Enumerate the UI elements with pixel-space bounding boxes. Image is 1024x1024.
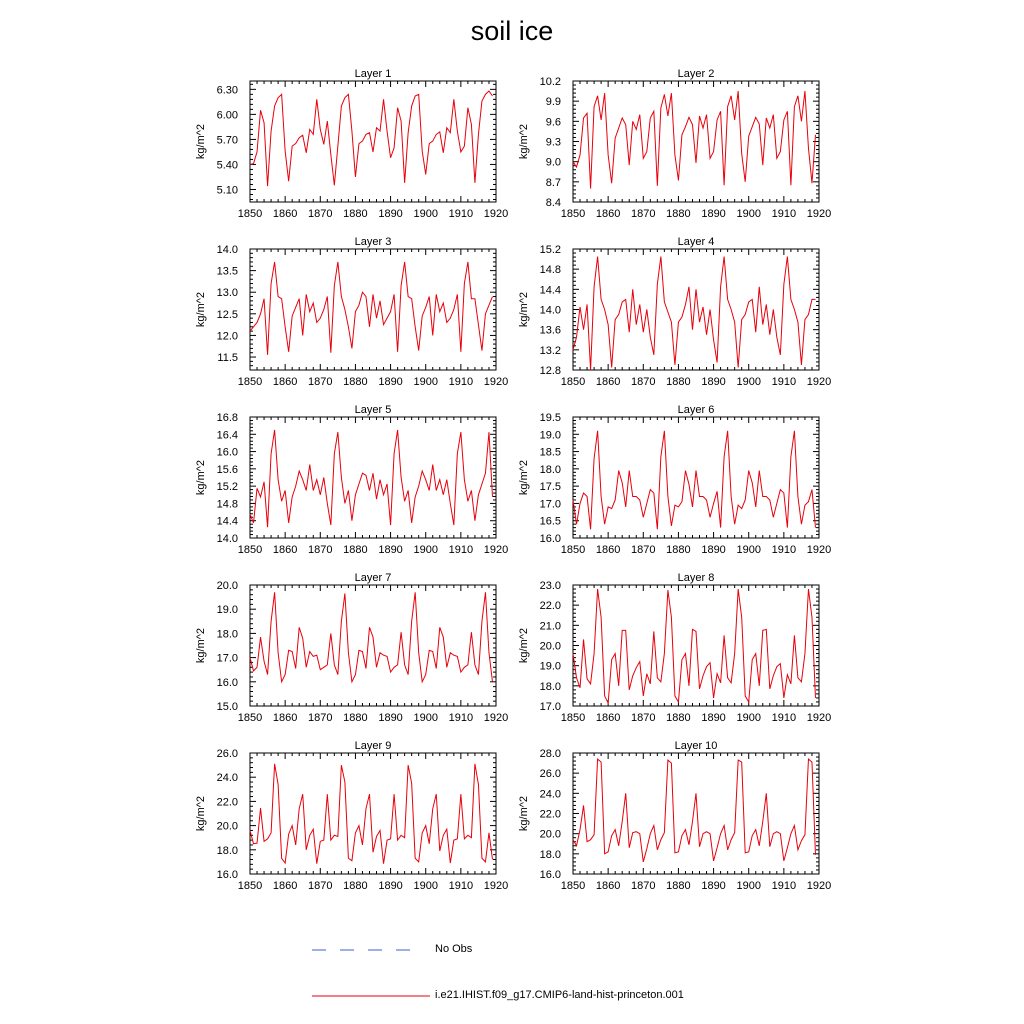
- figure-title: soil ice: [470, 16, 554, 46]
- y-tick-label: 22.0: [539, 600, 561, 613]
- x-tick-label: 1890: [378, 208, 403, 220]
- x-tick-label: 1850: [560, 880, 586, 892]
- x-tick-label: 1850: [237, 880, 263, 892]
- panels-group: [195, 68, 831, 892]
- x-tick-label: 1870: [308, 880, 333, 892]
- series-line: [573, 431, 815, 530]
- y-tick-label: 6.00: [216, 109, 238, 122]
- x-tick-label: 1850: [560, 544, 586, 556]
- x-tick-label: 1890: [701, 208, 726, 220]
- x-tick-label: 1900: [736, 544, 761, 556]
- plot-frame: [573, 81, 819, 202]
- x-tick-label: 1880: [666, 712, 691, 724]
- y-tick-label: 24.0: [216, 772, 238, 785]
- y-axis-label: kg/m^2: [195, 627, 207, 664]
- y-tick-label: 13.2: [539, 344, 561, 357]
- x-tick-label: 1870: [631, 880, 656, 892]
- x-tick-label: 1860: [272, 880, 298, 892]
- y-tick-label: 19.5: [539, 412, 561, 424]
- x-tick-label: 1900: [736, 208, 761, 220]
- series-line: [250, 592, 492, 682]
- x-tick-label: 1910: [448, 712, 474, 724]
- x-tick-label: 1890: [701, 880, 726, 892]
- x-tick-label: 1880: [343, 880, 368, 892]
- y-axis-label: kg/m^2: [195, 795, 207, 832]
- x-tick-label: 1880: [343, 712, 368, 724]
- series-line: [250, 764, 492, 864]
- y-tick-label: 8.7: [545, 176, 561, 189]
- y-tick-label: 13.5: [216, 265, 238, 278]
- y-tick-label: 5.10: [216, 184, 238, 197]
- plot-frame: [573, 753, 819, 874]
- panel-layer-1: [195, 68, 508, 220]
- y-tick-label: 16.0: [539, 533, 561, 545]
- panel-title: Layer 1: [354, 68, 392, 80]
- x-tick-label: 1920: [483, 880, 509, 892]
- y-tick-label: 18.0: [539, 463, 561, 476]
- y-tick-label: 16.5: [539, 515, 561, 528]
- y-tick-label: 17.0: [539, 498, 561, 511]
- panel-layer-3: [195, 236, 508, 388]
- x-tick-label: 1850: [237, 376, 263, 388]
- y-tick-label: 18.0: [539, 848, 561, 861]
- y-tick-label: 20.0: [216, 580, 238, 592]
- y-tick-label: 15.0: [216, 701, 238, 713]
- x-tick-label: 1900: [413, 376, 438, 388]
- panel-layer-4: [518, 236, 831, 388]
- x-tick-label: 1860: [595, 880, 621, 892]
- x-tick-label: 1870: [631, 208, 656, 220]
- plot-frame: [573, 585, 819, 706]
- y-tick-label: 14.4: [216, 515, 238, 528]
- x-tick-label: 1900: [736, 880, 761, 892]
- y-tick-label: 20.0: [216, 820, 238, 833]
- panel-title: Layer 4: [677, 236, 715, 248]
- y-tick-label: 12.8: [539, 365, 561, 377]
- y-tick-label: 16.8: [216, 412, 238, 424]
- y-tick-label: 21.0: [539, 620, 561, 633]
- x-tick-label: 1870: [308, 544, 333, 556]
- y-tick-label: 13.0: [216, 287, 238, 300]
- y-tick-label: 24.0: [539, 788, 561, 801]
- y-tick-label: 9.9: [545, 96, 561, 109]
- y-tick-label: 5.40: [216, 159, 238, 172]
- panel-title: Layer 2: [677, 68, 715, 80]
- y-tick-label: 14.8: [539, 264, 561, 277]
- y-tick-label: 14.8: [216, 498, 238, 511]
- y-tick-label: 9.6: [545, 116, 561, 129]
- x-tick-label: 1900: [736, 376, 761, 388]
- y-tick-label: 23.0: [539, 580, 561, 592]
- y-tick-label: 17.0: [216, 652, 238, 665]
- y-tick-label: 17.5: [539, 481, 561, 494]
- y-tick-label: 15.6: [216, 463, 238, 476]
- x-tick-label: 1870: [631, 376, 656, 388]
- y-axis-label: kg/m^2: [195, 459, 207, 496]
- x-tick-label: 1850: [560, 376, 586, 388]
- y-tick-label: 22.0: [216, 796, 238, 809]
- x-tick-label: 1910: [448, 880, 474, 892]
- plot-frame: [250, 417, 496, 538]
- x-tick-label: 1900: [413, 208, 438, 220]
- series-line: [250, 262, 492, 355]
- y-tick-label: 16.4: [216, 429, 238, 442]
- panel-title: Layer 5: [354, 404, 392, 416]
- x-tick-label: 1880: [666, 376, 691, 388]
- y-axis-label: kg/m^2: [195, 123, 207, 160]
- y-tick-label: 22.0: [539, 808, 561, 821]
- x-tick-label: 1870: [308, 712, 333, 724]
- y-tick-label: 16.0: [539, 869, 561, 881]
- panel-title: Layer 9: [354, 740, 392, 752]
- y-tick-label: 12.5: [216, 308, 238, 321]
- x-tick-label: 1890: [378, 376, 403, 388]
- x-tick-label: 1880: [343, 544, 368, 556]
- legend: [312, 950, 430, 996]
- y-tick-label: 10.2: [539, 76, 561, 88]
- x-tick-label: 1920: [806, 880, 832, 892]
- x-tick-label: 1890: [701, 544, 726, 556]
- y-tick-label: 18.0: [539, 680, 561, 693]
- y-tick-label: 20.0: [539, 640, 561, 653]
- panel-layer-8: [518, 572, 831, 724]
- panel-layer-10: [518, 740, 831, 892]
- y-tick-label: 13.6: [539, 324, 561, 337]
- x-tick-label: 1900: [413, 880, 438, 892]
- panel-title: Layer 3: [354, 236, 392, 248]
- x-tick-label: 1850: [237, 712, 263, 724]
- y-tick-label: 19.0: [539, 429, 561, 442]
- x-tick-label: 1910: [771, 712, 797, 724]
- y-tick-label: 11.5: [217, 352, 238, 365]
- x-tick-label: 1870: [631, 544, 656, 556]
- y-axis-label: kg/m^2: [518, 123, 530, 160]
- y-tick-label: 16.0: [216, 446, 238, 459]
- y-axis-label: kg/m^2: [518, 291, 530, 328]
- panel-layer-2: [518, 68, 831, 220]
- x-tick-label: 1890: [701, 712, 726, 724]
- y-tick-label: 26.0: [539, 768, 561, 781]
- x-tick-label: 1850: [560, 712, 586, 724]
- y-tick-label: 18.5: [539, 446, 561, 459]
- y-tick-label: 18.0: [216, 844, 238, 857]
- x-tick-label: 1920: [483, 376, 509, 388]
- x-tick-label: 1920: [806, 544, 832, 556]
- x-tick-label: 1850: [237, 208, 263, 220]
- legend-obs-label: No Obs: [435, 943, 473, 955]
- y-tick-label: 14.4: [539, 284, 561, 297]
- x-tick-label: 1920: [806, 208, 832, 220]
- panel-title: Layer 7: [354, 572, 392, 584]
- y-tick-label: 14.0: [216, 244, 238, 256]
- y-tick-label: 9.0: [545, 156, 561, 169]
- x-tick-label: 1860: [272, 712, 298, 724]
- series-line: [250, 91, 492, 186]
- y-tick-label: 5.70: [216, 134, 238, 147]
- y-tick-label: 28.0: [539, 748, 561, 760]
- series-line: [573, 589, 815, 703]
- panel-layer-6: [518, 404, 831, 556]
- y-tick-label: 9.3: [545, 136, 561, 149]
- x-tick-label: 1850: [560, 208, 586, 220]
- x-tick-label: 1860: [272, 208, 298, 220]
- panel-layer-7: [195, 572, 508, 724]
- x-tick-label: 1910: [771, 880, 797, 892]
- panel-layer-9: [195, 740, 508, 892]
- y-tick-label: 14.0: [216, 533, 238, 545]
- x-tick-label: 1880: [343, 376, 368, 388]
- y-tick-label: 16.0: [216, 676, 238, 689]
- x-tick-label: 1860: [595, 208, 621, 220]
- x-tick-label: 1860: [595, 544, 621, 556]
- y-tick-label: 8.4: [545, 197, 561, 209]
- x-tick-label: 1860: [595, 376, 621, 388]
- x-tick-label: 1920: [806, 376, 832, 388]
- x-tick-label: 1880: [666, 880, 691, 892]
- x-tick-label: 1920: [483, 712, 509, 724]
- y-axis-label: kg/m^2: [518, 459, 530, 496]
- x-tick-label: 1900: [736, 712, 761, 724]
- y-axis-label: kg/m^2: [518, 795, 530, 832]
- x-tick-label: 1910: [771, 544, 797, 556]
- plot-frame: [250, 585, 496, 706]
- panel-title: Layer 6: [677, 404, 715, 416]
- series-line: [573, 759, 815, 862]
- y-tick-label: 19.0: [216, 604, 238, 617]
- x-tick-label: 1890: [378, 544, 403, 556]
- x-tick-label: 1870: [308, 376, 333, 388]
- series-line: [573, 91, 815, 188]
- panel-title: Layer 8: [677, 572, 715, 584]
- x-tick-label: 1900: [413, 544, 438, 556]
- x-tick-label: 1910: [448, 544, 474, 556]
- x-tick-label: 1890: [378, 712, 403, 724]
- y-tick-label: 12.0: [216, 330, 238, 343]
- x-tick-label: 1880: [666, 208, 691, 220]
- x-tick-label: 1920: [483, 544, 509, 556]
- panel-layer-5: [195, 404, 508, 556]
- y-tick-label: 19.0: [539, 660, 561, 673]
- x-tick-label: 1890: [378, 880, 403, 892]
- y-tick-label: 20.0: [539, 828, 561, 841]
- legend-model-label: i.e21.IHIST.f09_g17.CMIP6-land-hist-princeton.001: [435, 989, 684, 1001]
- y-tick-label: 15.2: [216, 481, 238, 494]
- x-tick-label: 1910: [448, 376, 474, 388]
- series-line: [573, 257, 815, 370]
- x-tick-label: 1920: [806, 712, 832, 724]
- x-tick-label: 1850: [237, 544, 263, 556]
- y-tick-label: 14.0: [539, 304, 561, 317]
- x-tick-label: 1920: [483, 208, 509, 220]
- y-tick-label: 6.30: [216, 84, 238, 97]
- y-tick-label: 15.2: [539, 244, 561, 256]
- y-axis-label: kg/m^2: [195, 291, 207, 328]
- x-tick-label: 1860: [272, 544, 298, 556]
- y-tick-label: 26.0: [216, 748, 238, 760]
- plot-frame: [573, 417, 819, 538]
- y-tick-label: 17.0: [539, 701, 561, 713]
- y-tick-label: 18.0: [216, 628, 238, 641]
- x-tick-label: 1860: [595, 712, 621, 724]
- x-tick-label: 1910: [771, 208, 797, 220]
- x-tick-label: 1910: [771, 376, 797, 388]
- x-tick-label: 1910: [448, 208, 474, 220]
- y-tick-label: 16.0: [216, 869, 238, 881]
- x-tick-label: 1890: [701, 376, 726, 388]
- plot-frame: [250, 249, 496, 370]
- panel-title: Layer 10: [674, 740, 718, 752]
- x-tick-label: 1880: [666, 544, 691, 556]
- x-tick-label: 1900: [413, 712, 438, 724]
- x-tick-label: 1870: [308, 208, 333, 220]
- y-axis-label: kg/m^2: [518, 627, 530, 664]
- x-tick-label: 1870: [631, 712, 656, 724]
- x-tick-label: 1880: [343, 208, 368, 220]
- series-line: [250, 430, 492, 527]
- x-tick-label: 1860: [272, 376, 298, 388]
